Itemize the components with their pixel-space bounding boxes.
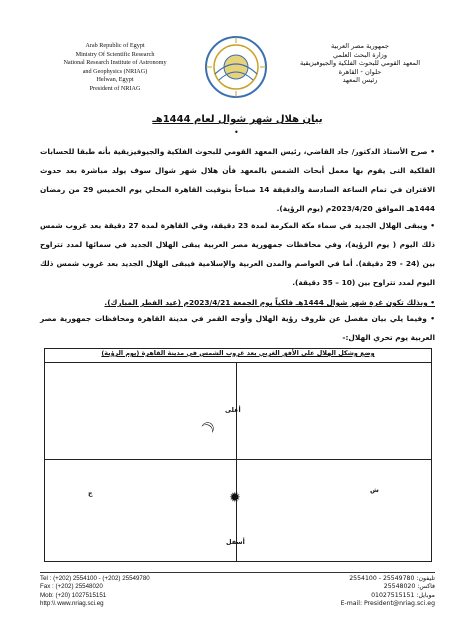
- diagram-caption: وضع وشكل الهلال على الأفق الغربي بعد غروب الشمس في مدينة القاهرة (يوم الرؤية): [101, 349, 375, 357]
- header-ar-line: حلوان - القاهرة: [338, 67, 382, 76]
- header-en-line: Arab Republic of Egypt: [85, 42, 145, 49]
- paragraph-moon-duration: • ويبقى الهلال الجديد في سماء مكة المكرمة لمدة 23 دقيقة، وفي القاهرة لمدة 27 دقيقة بعد غروب شمس ذلك اليوم ( يوم الرؤية)، وفي محافظات جمهورية مصر العربية يبقى الهلال الجديد في سمائها لمدد تتراوح بين (24 - 29 دقيقة). أما في العواصم والمدن العربية والإسلامية فيبقى الهلال الجديد بعد غروب شمس ذلك اليوم لمدد تتراوح بين (10 – 35 دقيقة).: [40, 221, 435, 287]
- sun-icon: ✹: [229, 490, 241, 506]
- header-en-line: National Research Institute of Astronomy: [63, 59, 167, 67]
- top-label: أعلى: [225, 406, 241, 414]
- footer-contact-arabic: [341, 575, 435, 609]
- header-en-line: and Geophysics (NRIAG): [82, 67, 148, 75]
- header-en-line: President of NRIAG: [89, 84, 141, 92]
- caption-divider: [45, 362, 431, 363]
- header-ar-line: المعهد القومي للبحوث الفلكية والجيوفيزيقية: [299, 59, 421, 68]
- title-bullet: •: [234, 128, 239, 137]
- footer-ar-line: تليفون: 25549780 - 2554100: [349, 575, 435, 582]
- header-arabic-block: [285, 42, 435, 85]
- crescent-diagram-box: [44, 348, 432, 562]
- south-label: ج: [88, 489, 93, 497]
- horizon-line: [45, 459, 431, 460]
- footer-en-line: Tel : (+202) 2554100 - (+202) 25549780: [40, 575, 150, 582]
- document-title: بيان هلال شهر شوال لعام 1444هـ: [152, 114, 323, 125]
- bottom-label: أسفل: [226, 538, 245, 546]
- footer-rule: [40, 572, 435, 573]
- footer-ar-line: فاكس: 25548020: [383, 583, 435, 591]
- footer-ar-line: موبايل: 01027515151: [371, 591, 435, 599]
- crescent-moon-icon: ☽: [196, 417, 222, 441]
- header-ar-line: وزارة البحث العلمي: [332, 50, 388, 59]
- header-ar-line: رئيس المعهد: [342, 76, 378, 85]
- header-english-block: [40, 42, 190, 94]
- email-link[interactable]: E-mail: President@nriag.sci.eg: [340, 600, 435, 608]
- website-link[interactable]: http:\\ www.nriag.sci.eg: [40, 600, 104, 608]
- footer-en-line: Mob: (+20) 1027515151: [40, 591, 107, 599]
- paragraph-eid-date: • وبذلك تكون غرة شهر شوال 1444هـ فلكياً يوم الجمعة 2023/4/21م (عيد الفطر المبارك).: [104, 298, 435, 307]
- header-ar-line: جمهورية مصر العربية: [331, 42, 389, 50]
- paragraph-details-intro: • وفيما يلي بيان مفصل عن ظروف رؤية الهلال وأوجه القمر في مدينة القاهرة ومحافظات جمهورية مصر العربية يوم تحري الهلال:-: [40, 314, 435, 342]
- footer-contact-english: [40, 575, 150, 609]
- vertical-axis-line: [236, 363, 237, 561]
- header-en-line: Ministry Of Scientific Research: [75, 50, 155, 58]
- nriag-logo: [203, 34, 269, 100]
- paragraph-conjunction: • صرح الأستاذ الدكتور/ جاد القاضي، رئيس المعهد القومي للبحوث الفلكية والجيوفيزيقية بأنه طبقا للحسابات الفلكية التى يقوم بها معمل أبحاث الشمس بالمعهد فأن هلال شهر شوال سوف يولد مباشرة بعد حدوث الاقتران في تمام الساعة السادسة والدقيقة 14 صباحاً بتوقيت القاهرة المحلي يوم الخميس 29 من رمضان 1444هـ الموافق 2023/4/20م (يوم الرؤية).: [40, 147, 435, 213]
- header-en-line: Helwan, Egypt: [96, 76, 134, 84]
- north-label: ش: [370, 486, 379, 494]
- footer-en-line: Fax : (+202) 25548020: [40, 583, 103, 591]
